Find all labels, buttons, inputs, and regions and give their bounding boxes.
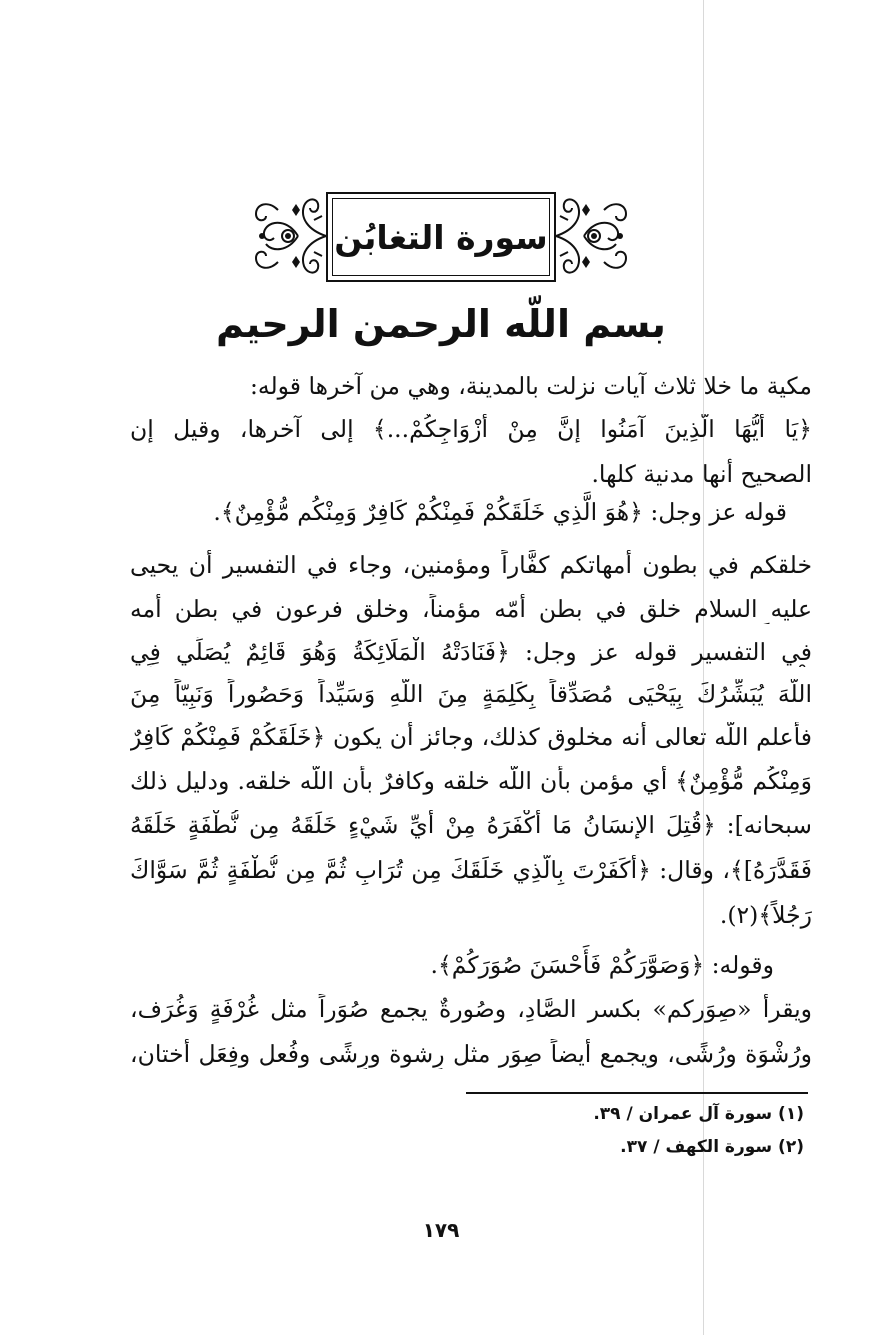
body-line: عليه السلام خلق في بطن أُمّه مؤمناً، وخلق فرعون في بطن أمه: [130, 595, 812, 623]
body-line: اللَّهَ يُبَشِّرُكَ بِيَحْيَى مُصَدِّقاً بِكَلِمَةٍ مِنَ اللَّهِ وَسَيِّداً وَحَصُوراً وَنَبِيّاً مِنَ: [130, 680, 812, 708]
scan-crease: [703, 0, 704, 1335]
body-line: رَجُلاً﴾(٢).: [719, 901, 812, 929]
surah-title: سورة التغابُن: [334, 217, 548, 257]
footnote: (٢) سورة الكهف / ٣٧.: [620, 1137, 804, 1157]
body-line: فأعلم اللّه تعالى أنه مخلوق كذلك، وجائز أن يكون ﴿خَلَقَكُمْ فَمِنْكُمْ كَافِرٌ: [130, 723, 812, 751]
basmala-heading: بسم اللّه الرحمن الرحيم: [216, 302, 666, 346]
body-line: في التفسير قوله عز وجل: ﴿فَنَادَتْهُ الْمَلَائِكَةُ وَهُوَ قَائِمٌ يُصَلِّي فِي: [130, 638, 812, 666]
body-line: خلقكم في بطون أمهاتكم كفَّاراً ومؤمنين، وجاء في التفسير أن يحيى: [130, 551, 812, 579]
body-line: ﴿يَا أَيُّهَا الَّذِينَ آمَنُوا إِنَّ مِنْ أَزْوَاجِكُمْ...﴾ إلى آخرها، وقيل إن: [130, 415, 812, 443]
body-line: وَمِنْكُم مُّؤْمِنٌ﴾ أي مؤمن بأن اللّه خلقه وكافرٌ بأن اللّه خلقه. ودليل ذلك: [130, 767, 812, 795]
body-line: مكية ما خلا ثلاث آيات نزلت بالمدينة، وهي من آخرها قوله:: [249, 372, 812, 400]
body-line: ورُشْوَة ورُشًى، ويجمع أيضاً صِوَر مثل رِشوة ورِشًى وفُعل وفِعَل أختان،: [130, 1040, 812, 1068]
page-number: ١٧٩: [422, 1218, 460, 1242]
surah-title-frame: [248, 190, 634, 286]
body-line: سبحانه]: ﴿قُتِلَ الإِنسَانُ مَا أَكْفَرَهُ مِنْ أَيِّ شَيْءٍ خَلَقَهُ مِن نُّطْفَةٍ خَلَقَهُ: [130, 811, 812, 839]
footnote-divider: [466, 1092, 808, 1094]
body-line: ويقرأ «صِوَركم» بكسر الصَّادِ، وصُورةٌ يجمع صُوَراً مثل غُرْفَةٍ وَغُرَف،: [130, 995, 812, 1023]
body-line: الصحيح أنها مدنية كلها.: [591, 460, 812, 488]
floral-ornament-icon: [554, 190, 634, 282]
body-line: فَقَدَّرَهُ]﴾، وقال: ﴿أَكَفَرْتَ بِالَّذِي خَلَقَكَ مِن تُرَابٍ ثُمَّ مِن نُّطْفَةٍ ثُمَّ سَوَّاكَ: [130, 856, 812, 884]
body-line: وقوله: ﴿وَصَوَّرَكُمْ فَأَحْسَنَ صُوَرَكُمْ﴾.: [430, 951, 774, 979]
footnote: (١) سورة آل عمران / ٣٩.: [593, 1104, 804, 1124]
floral-ornament-icon: [248, 190, 328, 282]
body-line: قوله عز وجل: ﴿هُوَ الَّذِي خَلَقَكُمْ فَمِنْكُمْ كَافِرٌ وَمِنْكُم مُّؤْمِنٌ﴾.: [213, 498, 787, 526]
surah-title-box: [326, 192, 556, 282]
